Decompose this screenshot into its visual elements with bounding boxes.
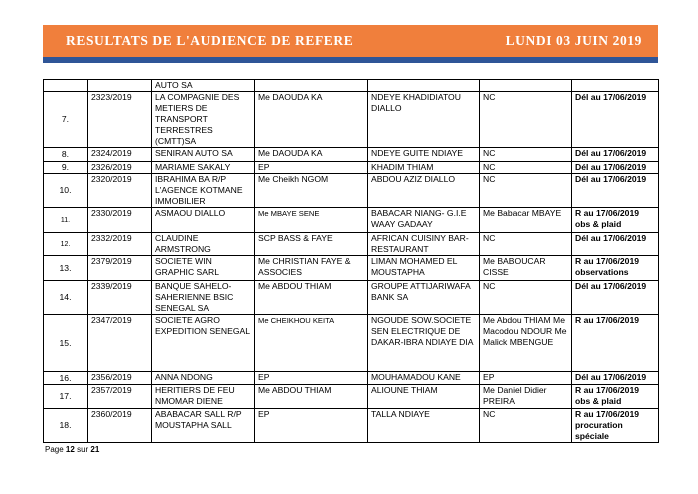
plaintiff-lawyer: Me MBAYE SENE [255, 208, 368, 233]
hearing-result: Dél au 17/06/2019 [572, 174, 659, 208]
defendant-lawyer: NC [480, 148, 572, 162]
plaintiff-lawyer [255, 80, 368, 92]
case-number: 2357/2019 [88, 385, 152, 409]
row-number: 18. [44, 409, 88, 443]
table-row [44, 208, 659, 233]
hearing-result: Dél au 17/06/2019 [572, 162, 659, 174]
table-row [44, 174, 659, 208]
table-row [44, 256, 659, 281]
plaintiff-name: AUTO SA [152, 80, 255, 92]
results-rows [44, 80, 659, 443]
plaintiff-name: LA COMPAGNIE DES METIERS DE TRANSPORT TERRESTRES (CMTT)SA [152, 92, 255, 148]
table-row [44, 281, 659, 315]
row-number: 10. [44, 174, 88, 208]
defendant-name: ALIOUNE THIAM [368, 385, 480, 409]
defendant-lawyer: Me Abdou THIAM Me Macodou NDOUR Me Malick MBENGUE [480, 315, 572, 372]
plaintiff-name: MARIAME SAKALY [152, 162, 255, 174]
table-row [44, 233, 659, 256]
row-number: 12. [44, 233, 88, 256]
table-row [44, 162, 659, 174]
table-row [44, 315, 659, 372]
defendant-name: ABDOU AZIZ DIALLO [368, 174, 480, 208]
case-number: 2330/2019 [88, 208, 152, 233]
row-number: 11. [44, 208, 88, 233]
table-row [44, 385, 659, 409]
case-number: 2347/2019 [88, 315, 152, 372]
defendant-name: NDEYE KHADIDIATOU DIALLO [368, 92, 480, 148]
hearing-result: Dél au 17/06/2019 [572, 281, 659, 315]
page-title: RESULTATS DE L'AUDIENCE DE REFERE [66, 33, 354, 48]
table-row [44, 372, 659, 385]
hearing-date: LUNDI 03 JUIN 2019 [505, 33, 642, 48]
row-number: 9. [44, 162, 88, 174]
table-row [44, 80, 659, 92]
case-number: 2323/2019 [88, 92, 152, 148]
footer-of-label: sur [77, 445, 89, 454]
plaintiff-lawyer: EP [255, 372, 368, 385]
table-row [44, 148, 659, 162]
hearing-result: Dél au 17/06/2019 [572, 148, 659, 162]
plaintiff-name: ABABACAR SALL R/P MOUSTAPHA SALL [152, 409, 255, 443]
row-number: 8. [44, 148, 88, 162]
row-number: 17. [44, 385, 88, 409]
defendant-lawyer: Me Babacar MBAYE [480, 208, 572, 233]
defendant-name: MOUHAMADOU KANE [368, 372, 480, 385]
defendant-name: KHADIM THIAM [368, 162, 480, 174]
plaintiff-lawyer: Me ABDOU THIAM [255, 281, 368, 315]
hearing-result: R au 17/06/2019 obs & plaid [572, 385, 659, 409]
hearing-result: Dél au 17/06/2019 [572, 92, 659, 148]
row-number: 16. [44, 372, 88, 385]
row-number: 7. [44, 92, 88, 148]
plaintiff-name: SOCIETE WIN GRAPHIC SARL [152, 256, 255, 281]
case-number [88, 80, 152, 92]
defendant-lawyer: NC [480, 162, 572, 174]
defendant-name: BABACAR NIANG- G.I.E WAAY GADAAY [368, 208, 480, 233]
plaintiff-name: SENIRAN AUTO SA [152, 148, 255, 162]
defendant-lawyer: NC [480, 92, 572, 148]
defendant-name: GROUPE ATTIJARIWAFA BANK SA [368, 281, 480, 315]
case-number: 2320/2019 [88, 174, 152, 208]
hearing-result: Dél au 17/06/2019 [572, 372, 659, 385]
defendant-lawyer: NC [480, 233, 572, 256]
plaintiff-lawyer: Me ABDOU THIAM [255, 385, 368, 409]
plaintiff-name: BANQUE SAHELO-SAHERIENNE BSIC SENEGAL SA [152, 281, 255, 315]
plaintiff-name: CLAUDINE ARMSTRONG [152, 233, 255, 256]
case-number: 2339/2019 [88, 281, 152, 315]
defendant-lawyer: Me BABOUCAR CISSE [480, 256, 572, 281]
defendant-lawyer: Me Daniel Didier PREIRA [480, 385, 572, 409]
case-number: 2356/2019 [88, 372, 152, 385]
defendant-name: LIMAN MOHAMED EL MOUSTAPHA [368, 256, 480, 281]
plaintiff-name: SOCIETE AGRO EXPEDITION SENEGAL [152, 315, 255, 372]
row-number: 15. [44, 315, 88, 372]
plaintiff-lawyer: Me CHRISTIAN FAYE & ASSOCIES [255, 256, 368, 281]
case-number: 2360/2019 [88, 409, 152, 443]
plaintiff-name: HERITIERS DE FEU NMOMAR DIENE [152, 385, 255, 409]
plaintiff-name: ANNA NDONG [152, 372, 255, 385]
row-number [44, 80, 88, 92]
footer-page-label: Page [45, 445, 64, 454]
defendant-name: AFRICAN CUISINY BAR-RESTAURANT [368, 233, 480, 256]
plaintiff-name: ASMAOU DIALLO [152, 208, 255, 233]
defendant-name: NGOUDE SOW.SOCIETE SEN ELECTRIQUE DE DAKAR-IBRA NDIAYE DIA [368, 315, 480, 372]
row-number: 13. [44, 256, 88, 281]
footer-total-pages: 21 [90, 445, 100, 454]
table-row [44, 92, 659, 148]
defendant-name: TALLA NDIAYE [368, 409, 480, 443]
case-number: 2324/2019 [88, 148, 152, 162]
plaintiff-lawyer: SCP BASS & FAYE [255, 233, 368, 256]
defendant-lawyer [480, 80, 572, 92]
hearing-result [572, 80, 659, 92]
footer-page-num: 12 [65, 445, 75, 454]
page-footer [45, 445, 99, 454]
defendant-name [368, 80, 480, 92]
defendant-lawyer: NC [480, 409, 572, 443]
hearing-result: R au 17/06/2019 obs & plaid [572, 208, 659, 233]
header-banner [43, 25, 658, 63]
plaintiff-lawyer: Me DAOUDA KA [255, 148, 368, 162]
results-table [43, 79, 659, 443]
hearing-result: R au 17/06/2019 procuration spéciale [572, 409, 659, 443]
plaintiff-lawyer: Me DAOUDA KA [255, 92, 368, 148]
case-number: 2326/2019 [88, 162, 152, 174]
case-number: 2379/2019 [88, 256, 152, 281]
hearing-result: R au 17/06/2019 observations [572, 256, 659, 281]
table-row [44, 409, 659, 443]
case-number: 2332/2019 [88, 233, 152, 256]
hearing-result: Dél au 17/06/2019 [572, 233, 659, 256]
plaintiff-name: IBRAHIMA BA R/P L'AGENCE KOTMANE IMMOBILIER [152, 174, 255, 208]
defendant-lawyer: NC [480, 281, 572, 315]
defendant-name: NDEYE GUITE NDIAYE [368, 148, 480, 162]
defendant-lawyer: NC [480, 174, 572, 208]
hearing-result: R au 17/06/2019 [572, 315, 659, 372]
row-number: 14. [44, 281, 88, 315]
plaintiff-lawyer: Me Cheikh NGOM [255, 174, 368, 208]
defendant-lawyer: EP [480, 372, 572, 385]
plaintiff-lawyer: EP [255, 162, 368, 174]
plaintiff-lawyer: Me CHEIKHOU KEITA [255, 315, 368, 372]
plaintiff-lawyer: EP [255, 409, 368, 443]
